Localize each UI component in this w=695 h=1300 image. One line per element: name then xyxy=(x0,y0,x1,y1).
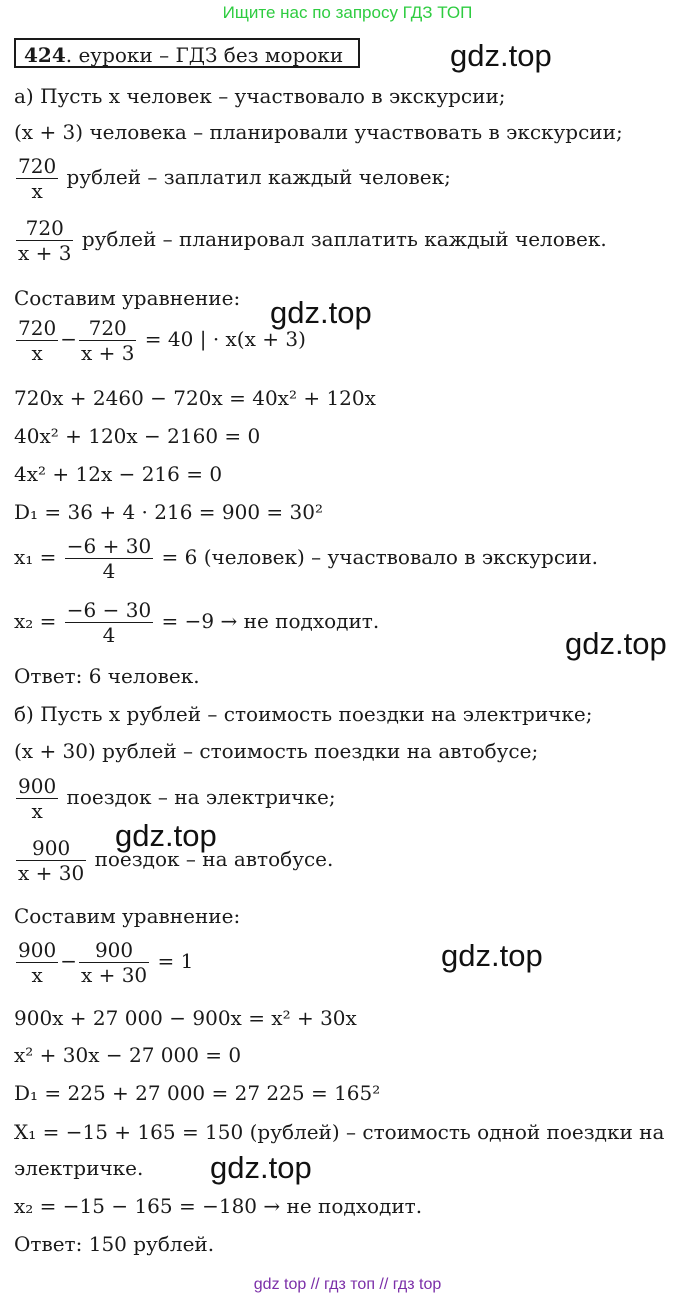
fraction xyxy=(65,536,153,581)
part-a-line-9: 4x² + 12x − 216 = 0 xyxy=(14,462,223,486)
part-a-line-8: 40x² + 120x − 2160 = 0 xyxy=(14,424,261,448)
numerator: 720 xyxy=(25,216,64,240)
part-b-line-4 xyxy=(14,838,333,883)
watermark: gdz.top xyxy=(565,626,667,661)
part-b-line-5: Составим уравнение: xyxy=(14,904,241,928)
part-b-line-2: (x + 30) рублей – стоимость поездки на автобусе; xyxy=(14,739,539,763)
fraction xyxy=(16,156,58,201)
denominator: 4 xyxy=(65,558,153,581)
text: поездок – на электричке; xyxy=(66,785,336,809)
part-a-line-7: 720x + 2460 − 720x = 40x² + 120x xyxy=(14,386,376,410)
fraction xyxy=(16,318,58,363)
fraction xyxy=(16,776,58,821)
denominator: x xyxy=(16,178,58,201)
part-a-line-2 xyxy=(14,122,623,142)
part-b-answer: Ответ: 150 рублей. xyxy=(14,1232,215,1256)
denominator: x + 3 xyxy=(18,241,72,265)
lhs: x₂ = xyxy=(14,609,63,633)
part-a-answer: Ответ: 6 человек. xyxy=(14,664,200,688)
fraction xyxy=(79,940,149,985)
numerator: 900 xyxy=(32,836,71,860)
part-b-line-8: x² + 30x − 27 000 = 0 xyxy=(14,1043,242,1067)
part-a-x1 xyxy=(14,536,598,581)
numerator: 900 xyxy=(94,938,134,962)
numerator: 720 xyxy=(18,316,57,340)
equation-rhs: = 40 | · x(x + 3) xyxy=(138,327,306,351)
watermark: gdz.top xyxy=(450,38,552,73)
part-b-line-1: б) Пусть x рублей – стоимость поездки на электричке; xyxy=(14,702,593,726)
search-banner[interactable]: Ищите нас по запросу ГДЗ ТОП xyxy=(222,3,473,22)
part-b-line-10-cont: электричке. xyxy=(14,1156,144,1180)
part-b-line-10: X₁ = −15 + 165 = 150 (рублей) – стоимость одной поездки на xyxy=(14,1120,665,1144)
fraction xyxy=(65,600,153,645)
numerator: −6 − 30 xyxy=(66,598,152,622)
part-a-line-10: D₁ = 36 + 4 · 216 = 900 = 30² xyxy=(14,500,324,524)
rhs: = 6 (человек) – участвовало в экскурсии. xyxy=(155,545,599,569)
fraction xyxy=(16,940,58,985)
numerator: −6 + 30 xyxy=(66,534,152,558)
fraction xyxy=(16,838,86,883)
part-b-line-3 xyxy=(14,776,336,821)
part-a-line-1: а) Пусть x человек – участвовало в экскурсии; xyxy=(14,84,506,108)
equation-rhs: = 1 xyxy=(151,949,194,973)
part-b-line-7: 900x + 27 000 − 900x = x² + 30x xyxy=(14,1006,357,1030)
part-a-line-3 xyxy=(14,156,451,201)
problem-number: 424 xyxy=(24,43,66,67)
rhs: = −9 → не подходит. xyxy=(155,609,380,633)
part-a-line-5: Составим уравнение: xyxy=(14,286,241,310)
problem-title xyxy=(14,38,360,68)
denominator: x xyxy=(16,798,58,821)
numerator: 720 xyxy=(88,316,127,340)
denominator: x + 30 xyxy=(18,861,85,885)
watermark: gdz.top xyxy=(270,295,372,330)
text: рублей – заплатил каждый человек; xyxy=(66,165,451,189)
denominator: x xyxy=(16,340,58,363)
denominator: x + 3 xyxy=(80,341,135,365)
text: рублей – планировал заплатить каждый человек. xyxy=(81,227,607,251)
part-a-line-4 xyxy=(14,218,607,263)
part-b-equation: $\frac{900}{x}$ − $\frac{900}{x + 30}$ = 1 xyxy=(18,938,194,987)
denominator: x + 30 xyxy=(80,963,148,987)
text: человека – планировали участвовать в экскурсии; xyxy=(83,120,623,144)
watermark: gdz.top xyxy=(441,938,543,973)
fraction xyxy=(79,318,136,363)
numerator: 900 xyxy=(18,938,57,962)
part-b-line-11: x₂ = −15 − 165 = −180 → не подходит. xyxy=(14,1194,423,1218)
part-a-x2 xyxy=(14,600,379,645)
problem-title-text: . еуроки – ГДЗ без мороки xyxy=(65,43,344,67)
numerator: 900 xyxy=(18,774,57,798)
lhs: x₁ = xyxy=(14,545,63,569)
expr: (x + 3) xyxy=(14,120,84,144)
denominator: 4 xyxy=(65,622,153,645)
text: поездок – на автобусе. xyxy=(94,847,334,871)
watermark: gdz.top xyxy=(115,818,217,853)
watermark: gdz.top xyxy=(210,1150,312,1185)
footer-links[interactable]: gdz top // гдз топ // гдз top xyxy=(253,1276,442,1293)
denominator: x xyxy=(16,962,58,985)
fraction xyxy=(16,218,73,263)
part-b-line-9: D₁ = 225 + 27 000 = 27 225 = 165² xyxy=(14,1081,381,1105)
part-a-equation: $\frac{720}{x}$ − $\frac{720}{x + 3}$ = 40 | · x(x + 3) xyxy=(18,316,306,365)
numerator: 720 xyxy=(18,154,57,178)
